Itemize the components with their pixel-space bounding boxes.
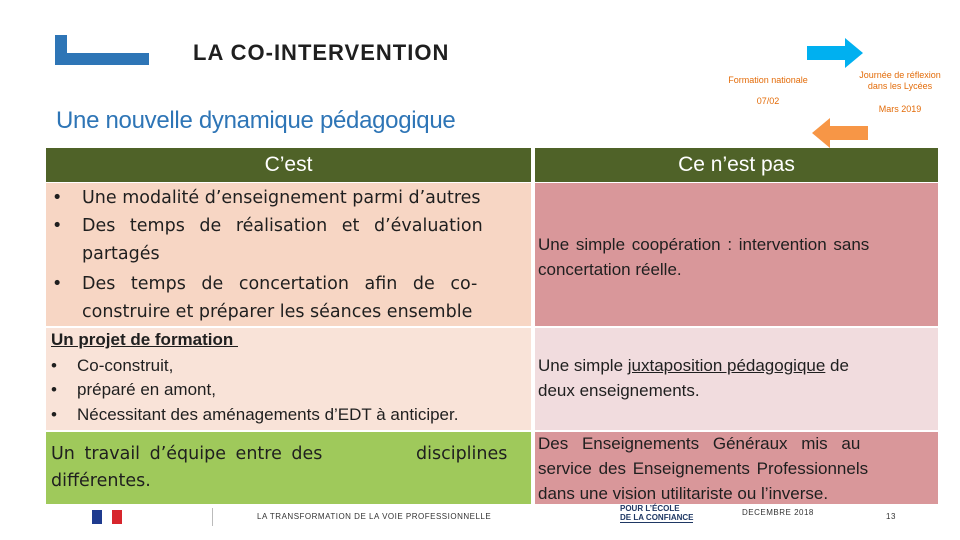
republic-flag-icon (92, 510, 122, 524)
cycle-node-date: 07/02 (756, 96, 780, 106)
cell-text: Un travail d’équipe entre des (51, 444, 323, 464)
cycle-node-journee (858, 60, 942, 144)
table-cell-row2-right (535, 328, 938, 430)
slide-title: LA CO-INTERVENTION (193, 40, 450, 65)
list-item: • préparé en amont, (51, 380, 216, 399)
cell-text: Des Enseignements Généraux mis au (538, 434, 861, 453)
cycle-node-date: Mars 2019 (878, 104, 922, 114)
cell-text: Une simple juxtaposition pédagogique de (538, 356, 849, 375)
arrow-right-icon (807, 38, 863, 68)
column-header-ce-nest-pas: Ce n’est pas (535, 148, 938, 182)
cell-text: deux enseignements. (538, 381, 700, 400)
list-item: • Co-construit, (51, 356, 174, 375)
brand-logo-mark (55, 35, 149, 65)
arrow-left-icon (812, 118, 868, 148)
cycle-node-formation (720, 52, 816, 148)
ministry-logo (92, 506, 214, 528)
cell-text: concertation réelle. (538, 260, 682, 279)
footer-title: LA TRANSFORMATION DE LA VOIE PROFESSIONNELLE (257, 512, 492, 521)
cell-text: service des Enseignements Professionnels (538, 459, 869, 478)
column-header-cest: C’est (46, 148, 531, 182)
cell-text: dans une vision utilitariste ou l’inverse. (538, 484, 829, 503)
cell-text: Une simple coopération : intervention sans (538, 235, 870, 254)
cycle-node-label: Formation nationale (728, 75, 808, 85)
table-cell-row3-left (46, 432, 531, 504)
slide-subtitle: Une nouvelle dynamique pédagogique (56, 107, 456, 134)
cell-text: disciplines (416, 444, 508, 464)
footer-date: DECEMBRE 2018 (742, 508, 814, 517)
cycle-node-label: Journée de réflexion dans les Lycées (859, 70, 941, 91)
ecole-confiance-logo: POUR L’ÉCOLE DE LA CONFIANCE (620, 504, 694, 522)
cell-heading: Un projet de formation (51, 330, 238, 349)
cell-text: différentes. (51, 471, 151, 491)
list-item: • Nécessitant des aménagements d’EDT à anticiper. (51, 405, 459, 424)
page-number: 13 (886, 512, 896, 521)
